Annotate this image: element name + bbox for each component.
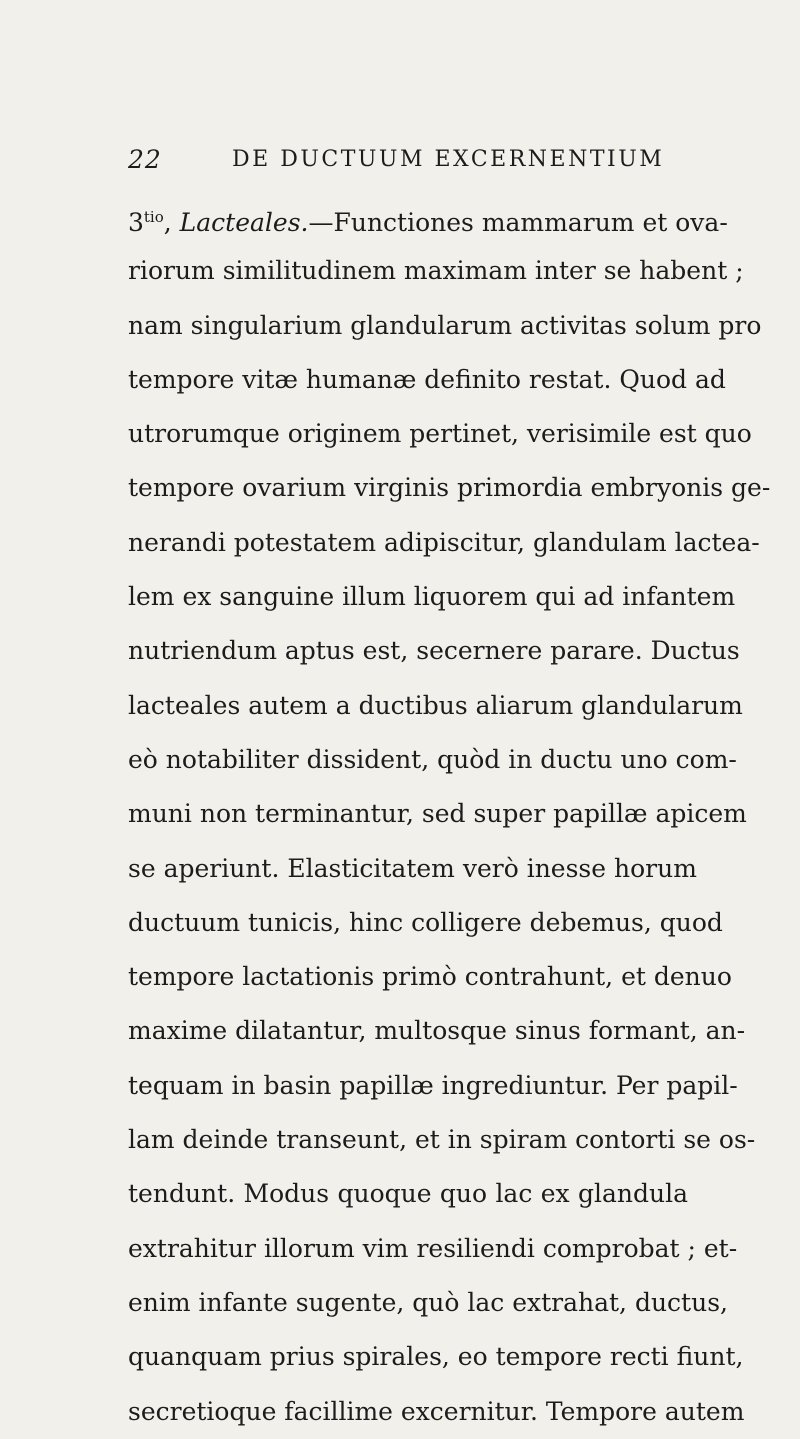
text-line: quanquam prius spirales, eo tempore recti fiunt, — [128, 1342, 744, 1372]
body-text — [128, 190, 771, 1439]
text-line: se aperiunt. Elasticitatem verò inesse horum — [128, 853, 697, 883]
text-line: tempore lactationis primò contrahunt, et denuo — [128, 962, 732, 992]
section-title: Lacteales. — [179, 208, 309, 237]
text-line: riorum similitudinem maximam inter se habent ; — [128, 256, 744, 286]
text-line: extrahitur illorum vim resiliendi comprobat ; et- — [128, 1233, 738, 1263]
text-line: tempore ovarium virginis primordia embryonis ge- — [128, 473, 771, 503]
text-line: tempore vitæ humanæ definito restat. Quod ad — [128, 364, 726, 394]
text-line: lem ex sanguine illum liquorem qui ad infantem — [128, 582, 736, 612]
section-heading — [128, 190, 728, 244]
text-line: tequam in basin papillæ ingrediuntur. Per papil- — [128, 1070, 738, 1100]
text-line: lam deinde transeunt, et in spiram contorti se os- — [128, 1125, 756, 1155]
text-line-1 — [128, 190, 728, 244]
running-title: DE DUCTUUM EXCERNENTIUM — [232, 147, 665, 172]
page-number: 22 — [128, 145, 162, 174]
text-line: eò notabiliter dissident, quòd in ductu uno com- — [128, 744, 737, 774]
text-line: maxime dilatantur, multosque sinus formant, an- — [128, 1016, 746, 1046]
text-line: secretioque facillime excernitur. Tempore autem — [128, 1396, 745, 1426]
page-header — [0, 145, 800, 185]
text-line: nam singularium glandularum activitas solum pro — [128, 310, 762, 340]
text-line: nerandi potestatem adipiscitur, glandulam lactea- — [128, 527, 760, 557]
section-lead: —Functiones mammarum et ova- — [308, 208, 728, 237]
text-line: nutriendum aptus est, secernere parare. Ductus — [128, 636, 740, 666]
text-line: tendunt. Modus quoque quo lac ex glandula — [128, 1179, 688, 1209]
text-line: lacteales autem a ductibus aliarum glandularum — [128, 690, 743, 720]
text-line: enim infante sugente, quò lac extrahat, ductus, — [128, 1287, 728, 1317]
text-line: ductuum tunicis, hinc colligere debemus, quod — [128, 907, 723, 937]
text-line: muni non terminantur, sed super papillæ apicem — [128, 799, 747, 829]
text-line: utrorumque originem pertinet, verisimile est quo — [128, 419, 752, 449]
section-number: $3^{tio}$, — [128, 208, 172, 237]
